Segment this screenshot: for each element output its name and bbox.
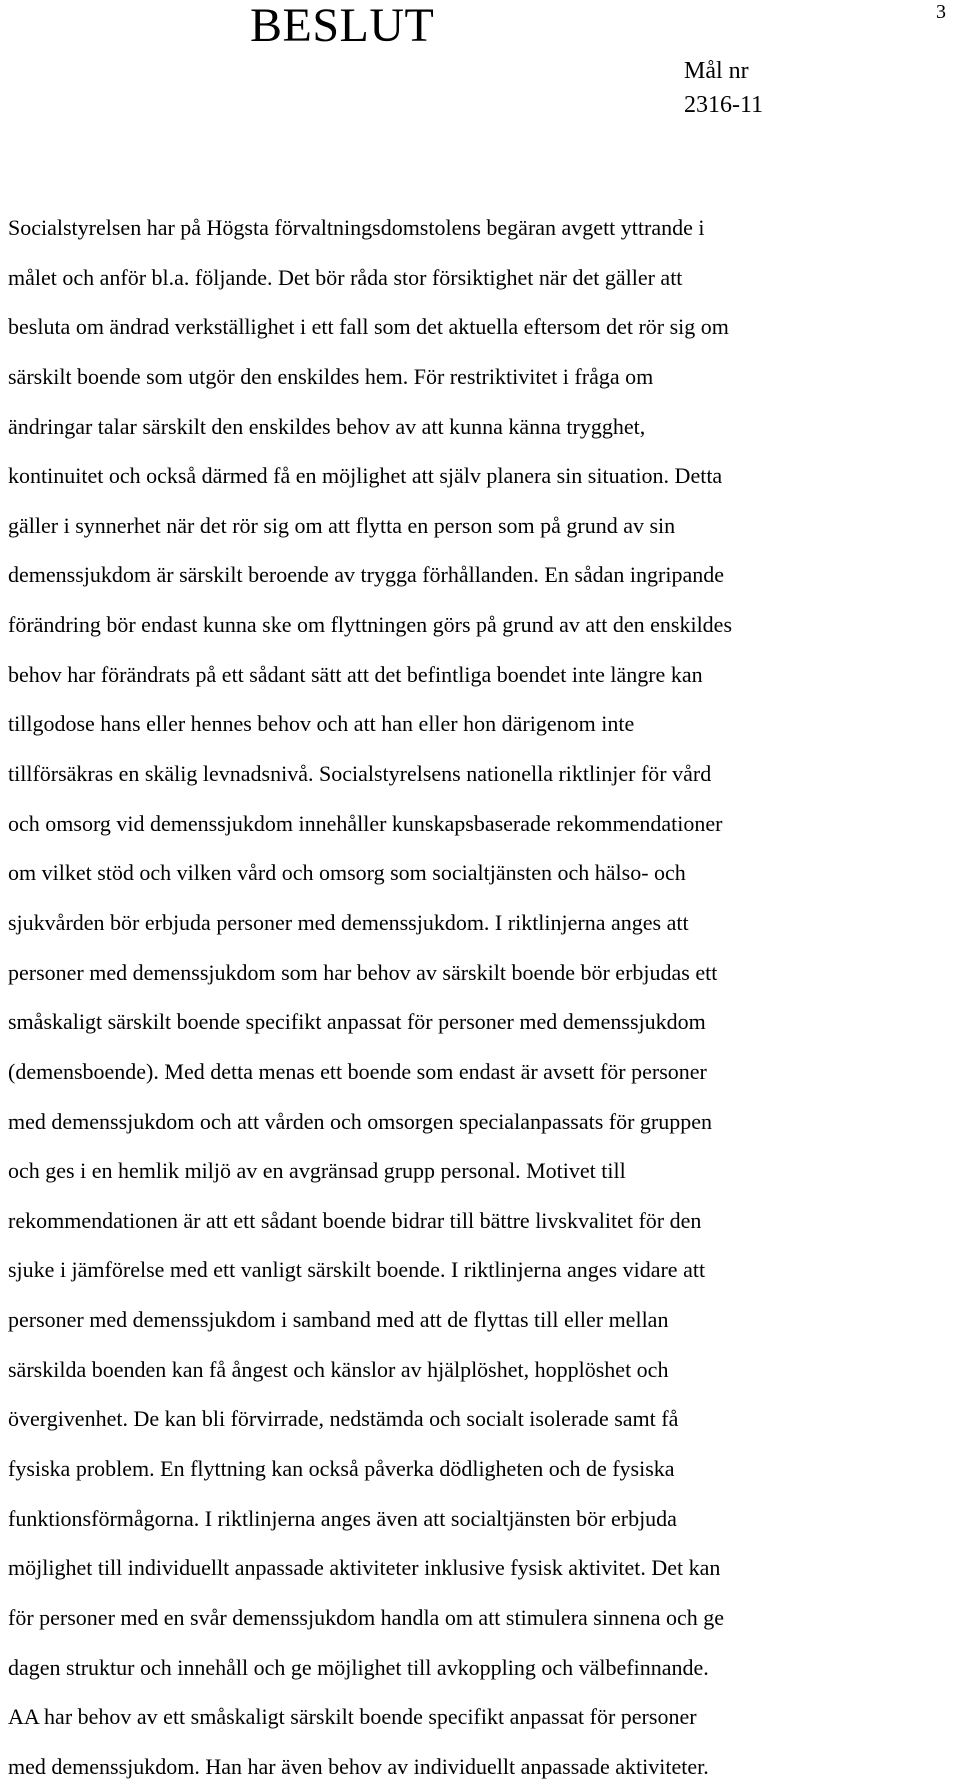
body-text-line: (demensboende). Med detta menas ett boende som endast är avsett för personer	[8, 1058, 707, 1084]
body-text-line: tillgodose hans eller hennes behov och att han eller hon därigenom inte	[8, 711, 635, 737]
body-text-line: möjlighet till individuellt anpassade aktiviteter inklusive fysisk aktivitet. Det kan	[8, 1555, 721, 1581]
body-text-line: personer med demenssjukdom i samband med att de flyttas till eller mellan	[8, 1307, 669, 1333]
body-text-line: dagen struktur och innehåll och ge möjlighet till avkoppling och välbefinnande.	[8, 1654, 709, 1680]
body-text-line: besluta om ändrad verkställighet i ett fall som det aktuella eftersom det rör sig om	[8, 314, 729, 340]
body-text-line: funktionsförmågorna. I riktlinjerna anges även att socialtjänsten bör erbjuda	[8, 1505, 677, 1531]
body-text-line: personer med demenssjukdom som har behov av särskilt boende bör erbjudas ett	[8, 959, 718, 985]
body-text-line: AA har behov av ett småskaligt särskilt boende specifikt anpassat för personer	[8, 1704, 697, 1730]
page-number: 3	[936, 1, 946, 23]
body-text-line: övergivenhet. De kan bli förvirrade, nedstämda och socialt isolerade samt få	[8, 1406, 679, 1432]
body-text-line: särskilda boenden kan få ångest och känslor av hjälplöshet, hopplöshet och	[8, 1356, 669, 1382]
body-text-line: förändring bör endast kunna ske om flyttningen görs på grund av att den enskildes	[8, 612, 733, 638]
body-text-line: fysiska problem. En flyttning kan också påverka dödligheten och de fysiska	[8, 1456, 675, 1482]
body-text-line: kontinuitet och också därmed få en möjlighet att själv planera sin situation. Detta	[8, 463, 723, 489]
body-text-line: för personer med en svår demenssjukdom handla om att stimulera sinnena och ge	[8, 1604, 725, 1630]
body-paragraph	[8, 203, 960, 1792]
body-text-line: om vilket stöd och vilken vård och omsorg som socialtjänsten och hälso- och	[8, 860, 686, 886]
body-text-line: gäller i synnerhet när det rör sig om att flytta en person som på grund av sin	[8, 512, 676, 538]
document-title: BESLUT	[250, 0, 435, 52]
body-text-line: särskilt boende som utgör den enskildes hem. För restriktivitet i fråga om	[8, 363, 654, 389]
body-text-line: tillförsäkras en skälig levnadsnivå. Socialstyrelsens nationella riktlinjer för vård	[8, 761, 712, 787]
body-text-line: sjuke i jämförelse med ett vanligt särskilt boende. I riktlinjerna anges vidare att	[8, 1257, 706, 1283]
body-text-line: demenssjukdom är särskilt beroende av trygga förhållanden. En sådan ingripande	[8, 562, 724, 588]
body-text-line: sjukvården bör erbjuda personer med demenssjukdom. I riktlinjerna anges att	[8, 909, 689, 935]
body-text-line: och ges i en hemlik miljö av en avgränsad grupp personal. Motivet till	[8, 1158, 626, 1184]
case-number: 2316-11	[684, 92, 764, 118]
body-text-line: småskaligt särskilt boende specifikt anpassat för personer med demenssjukdom	[8, 1009, 706, 1035]
body-text-line: rekommendationen är att ett sådant boende bidrar till bättre livskvalitet för den	[8, 1207, 702, 1233]
body-text-line: med demenssjukdom. Han har även behov av individuellt anpassade aktiviteter.	[8, 1753, 709, 1779]
body-text-line: och omsorg vid demenssjukdom innehåller kunskapsbaserade rekommendationer	[8, 810, 723, 836]
body-text-line: Socialstyrelsen har på Högsta förvaltningsdomstolens begäran avgett yttrande i	[8, 215, 705, 240]
case-number-label: Mål nr	[684, 58, 749, 84]
body-text-line: behov har förändrats på ett sådant sätt att det befintliga boendet inte längre kan	[8, 661, 703, 687]
body-text-line: med demenssjukdom och att vården och omsorgen specialanpassats för gruppen	[8, 1108, 713, 1134]
body-text-line: ändringar talar särskilt den enskildes behov av att kunna känna trygghet,	[8, 413, 646, 439]
body-text-line: målet och anför bl.a. följande. Det bör råda stor försiktighet när det gäller att	[8, 264, 683, 290]
